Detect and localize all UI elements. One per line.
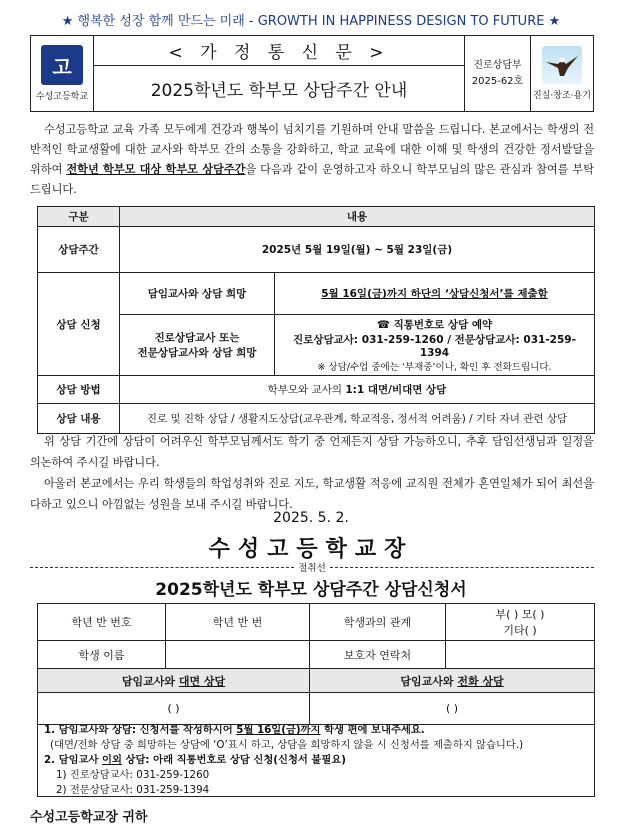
intro-paragraph: 수성고등학교 교육 가족 모두에게 건강과 행복이 넘치기를 기원하며 안내 말씀을 드립니다. 본교에서는 학생의 전반적인 학교생활에 대한 교사와 학부모 간의 소통을 강화하고, 학교 교육에 대한 이해 및 학생의 건강한 정서발달을 위하여 전학년 학부모 대상 학부모 상담주간을 다음과 같이 운영하고자 하오니 학부모님의 많은 관심과 참여를 부탁드립니다. [30,123,595,196]
homeroom-value: 5월 16일(금)까지 하단의 ‘상담신청서’를 제출함 [275,273,595,315]
direct-contact [275,315,595,376]
closing-paragraphs [30,431,594,515]
note-2-item-2: 2) 전문상담교사: 031-259-1394 [56,784,210,796]
issue-info [464,36,530,111]
motto-banner: ★ 행복한 성장 함께 만드는 미래 - GROWTH IN HAPPINESS DESIGN TO FUTURE ★ [61,14,561,29]
school-logo: 고 [41,45,83,85]
note-2-item-1: 1) 진로상담교사: 031-259-1260 [56,769,210,781]
face-consult-field[interactable]: ( ) [38,693,310,725]
issue-number: 2025-62호 [471,75,524,87]
form-addressee: 수성고등학교장 귀하 [30,810,148,825]
header-category: 구분 [38,207,120,227]
student-name-field[interactable] [166,641,310,669]
school-name: 수성고등학교 [35,92,89,102]
homeroom-label: 담임교사와 상담 희망 [120,273,275,315]
newsletter-subtitle: 2025학년도 학부모 상담주간 안내 [150,81,408,101]
emblem-cell [530,36,593,111]
direct-numbers: 진로상담교사: 031-259-1260 / 전문상담교사: 031-259-1394 [293,334,576,359]
closing-p2: 아울러 본교에서는 우리 학생들의 학업성취와 진로 지도, 학교생활 적응에 교직원 전체가 혼연일체가 되어 최선을 다하고 있으니 아낌없는 성원을 보내 주시길 바랍니다. [30,477,594,511]
form-title: 2025학년도 학부모 상담주간 상담신청서 [155,580,467,600]
phone-icon-title: ☎ 직통번호로 상담 예약 [376,319,493,331]
form-notes [37,721,595,797]
guardian-contact-label: 보호자 연락처 [310,641,446,669]
newsletter-header [30,35,594,112]
method-value: 학부모와 교사의 1:1 대면/비대면 상담 [120,376,595,404]
school-logo-cell [31,36,94,111]
face-consult-header: 담임교사와 대면 상담 [38,669,310,693]
apply-label: 상담 신청 [38,273,120,376]
content-value: 진로 및 진학 상담 / 생활지도상담(교우관계, 학교적응, 정서적 어려움) / 기타 자녀 관련 상담 [120,404,595,434]
consultation-info-table [37,206,595,434]
note-1-sub: (대면/전화 상담 중 희망하는 상담에 ‘O’표시 하고, 상담을 희망하지 않을 시 신청서를 제출하지 않습니다.) [50,739,524,751]
note-2: 2. 담임교사 이외 상담: 아래 직통번호로 상담 신청(신청서 불필요) [44,754,346,766]
cut-line: 절취선 [30,560,594,574]
issue-date: 2025. 5. 2. [273,510,349,526]
direct-note: ※ 상담/수업 중에는 ‘부재중’이나, 확인 후 전화드립니다. [317,362,552,373]
closing-p1: 위 상담 기간에 상담이 어려우신 학부모님께서도 학기 중 언제든지 상담 가능하오니, 추후 담임선생님과 일정을 의논하여 주시길 바랍니다. [30,435,594,469]
grade-field[interactable]: 학년 반 번 [166,604,310,641]
application-form-table [37,603,595,725]
content-label: 상담 내용 [38,404,120,434]
eagle-icon [542,46,582,84]
school-motto-caption: 진실·창조·용기 [533,91,591,101]
phone-consult-header: 담임교사와 전화 상담 [310,669,595,693]
issuer-department: 진로상담부 [473,59,522,71]
guardian-contact-field[interactable] [446,641,595,669]
relation-field[interactable]: 부( ) 모( ) 기타( ) [446,604,595,641]
relation-label: 학생과의 관계 [310,604,446,641]
period-label: 상담주간 [38,227,120,273]
period-value: 2025년 5월 19일(월) ~ 5월 23일(금) [120,227,595,273]
intro-highlight: 전학년 학부모 대상 학부모 상담주간 [66,163,246,176]
header-content: 내용 [120,207,595,227]
method-label: 상담 방법 [38,376,120,404]
note-1: 1. 담임교사와 상담: 신청서를 작성하시어 5월 16일(금)까지 학생 편에 보내주세요. [44,724,425,736]
grade-label: 학년 반 번호 [38,604,166,641]
principal-title: 수성고등학교장 [208,537,414,562]
student-name-label: 학생 이름 [38,641,166,669]
newsletter-title: < 가 정 통 신 문 > [94,36,464,66]
phone-consult-field[interactable]: ( ) [310,693,595,725]
counselor-label: 진로상담교사 또는 전문상담교사와 상담 희망 [120,315,275,376]
